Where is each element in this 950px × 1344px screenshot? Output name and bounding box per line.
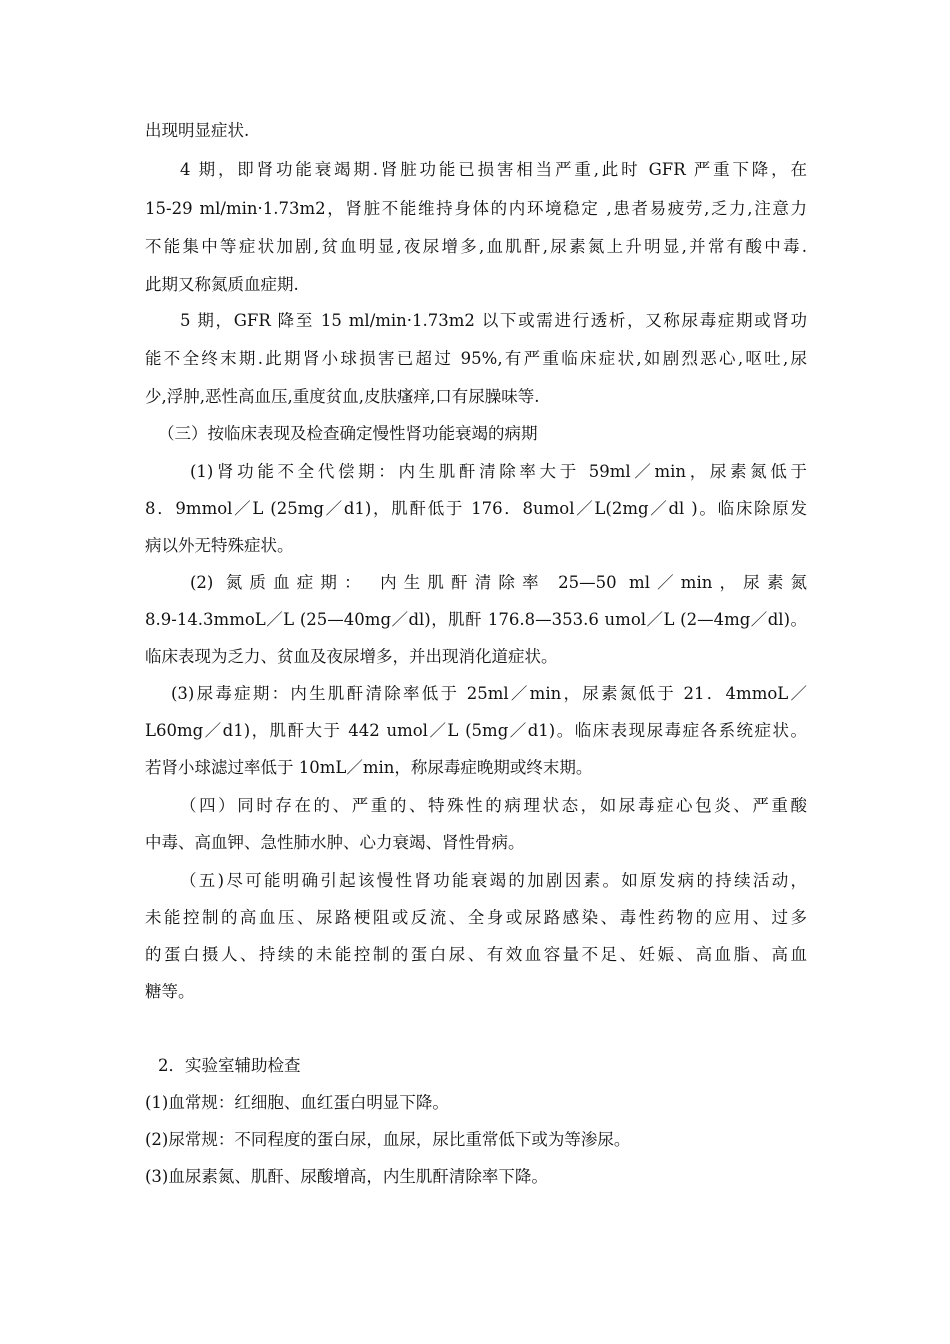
text-line: 15-29 ml/min·1.73m2，肾脏不能维持身体的内环境稳定 ,患者易疲劳,乏力,注意力 xyxy=(145,199,807,218)
section-heading: （三）按临床表现及检查确定慢性肾功能衰竭的病期 xyxy=(158,424,538,443)
text-line: 若肾小球滤过率低于 10mL／min，称尿毒症晚期或终末期。 xyxy=(145,758,593,777)
text-line: (1)血常规：红细胞、血红蛋白明显下降。 xyxy=(145,1093,449,1112)
text-line: 糖等。 xyxy=(145,982,195,1001)
text-line: (1)肾功能不全代偿期：内生肌酐清除率大于 59ml／min，尿素氮低于 xyxy=(190,462,807,481)
text-line: 病以外无特殊症状。 xyxy=(145,536,294,555)
text-line: 能不全终末期.此期肾小球损害已超过 95%,有严重临床症状,如剧烈恶心,呕吐,尿 xyxy=(145,349,807,368)
text-line: 的蛋白摄人、持续的未能控制的蛋白尿、有效血容量不足、妊娠、高血脂、高血 xyxy=(145,945,807,964)
text-line: 临床表现为乏力、贫血及夜尿增多，并出现消化道症状。 xyxy=(145,647,558,666)
text-line: (2)尿常规：不同程度的蛋白尿，血尿，尿比重常低下或为等渗尿。 xyxy=(145,1130,631,1149)
text-line: 8．9mmol／L (25mg／d1)，肌酐低于 176．8umol／L(2mg／dl )。临床除原发 xyxy=(145,499,807,518)
text-line: 4 期，即肾功能衰竭期.肾脏功能已损害相当严重,此时 GFR 严重下降，在 xyxy=(180,160,807,179)
text-line: 中毒、高血钾、急性肺水肿、心力衰竭、肾性骨病。 xyxy=(145,833,525,852)
text-line: 出现明显症状. xyxy=(145,121,250,140)
text-line: L60mg／d1)，肌酐大于 442 umol／L (5mg／d1)。临床表现尿毒症各系统症状。 xyxy=(145,721,807,740)
text-line: (3)血尿素氮、肌酐、尿酸增高，内生肌酐清除率下降。 xyxy=(145,1167,548,1186)
text-line: 此期又称氮质血症期. xyxy=(145,275,299,294)
text-line: (3)尿毒症期：内生肌酐清除率低于 25ml／min，尿素氮低于 21．4mmoL／ xyxy=(171,684,807,703)
text-line: 5 期，GFR 降至 15 ml/min·1.73m2 以下或需进行透析，又称尿毒症期或肾功 xyxy=(180,311,807,330)
text-line: 8.9-14.3mmoL／L (25—40mg／dl)，肌酐 176.8—353.6 umol／L (2—4mg／dl)。 xyxy=(145,610,807,629)
text-line: （四）同时存在的、严重的、特殊性的病理状态，如尿毒症心包炎、严重酸 xyxy=(180,796,807,815)
text-line: （五)尽可能明确引起该慢性肾功能衰竭的加剧因素。如原发病的持续活动， xyxy=(180,871,807,890)
text-line: (2) 氮质血症期： 内生肌酐清除率 25—50 ml／min，尿素氮 xyxy=(190,573,807,592)
text-line: 不能集中等症状加剧,贫血明显,夜尿增多,血肌酐,尿素氮上升明显,并常有酸中毒. xyxy=(145,237,807,256)
text-line: 未能控制的高血压、尿路梗阻或反流、全身或尿路感染、毒性药物的应用、过多 xyxy=(145,908,807,927)
section-heading: 2．实验室辅助检查 xyxy=(158,1056,301,1075)
text-line: 少,浮肿,恶性高血压,重度贫血,皮肤瘙痒,口有尿臊味等. xyxy=(145,387,540,406)
